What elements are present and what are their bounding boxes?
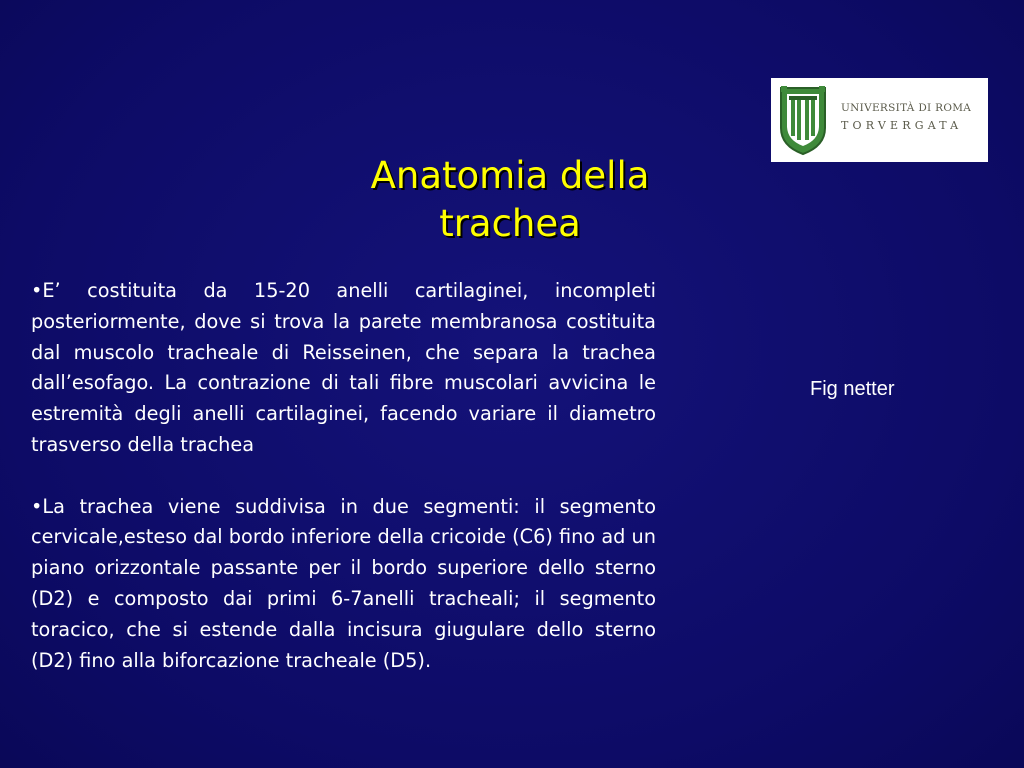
slide-title xyxy=(300,152,720,248)
title-line-1: Anatomia della xyxy=(370,154,650,197)
body-text xyxy=(31,276,656,676)
paragraph-2: •La trachea viene suddivisa in due segmenti: il segmento cervicale,esteso dal bordo inferiore della cricoide (C6) fino ad un piano orizzontale passante per il bordo superiore dello sterno (D2) e composto dai primi 6-7anelli tracheali; il segmento toracico, che si estende dalla incisura giugulare dello sterno (D2) fino alla biforcazione tracheale (D5). xyxy=(31,494,656,672)
logo-campus-name: TORVERGATA xyxy=(841,119,963,132)
title-line-2: trachea xyxy=(439,202,581,245)
figure-caption: Fig netter xyxy=(810,378,895,400)
paragraph-1: •E’ costituita da 15-20 anelli cartilaginei, incompleti posteriormente, dove si trova la parete membranosa costituita dal muscolo tracheale di Reisseinen, che separa la trachea dall’esofago. La contrazione di tali fibre muscolari avvicina le estremità degli anelli cartilaginei, facendo variare il diametro trasverso della trachea xyxy=(31,279,656,456)
logo-university-name: UNIVERSITÀ DI ROMA xyxy=(841,102,972,114)
university-crest-icon xyxy=(775,84,831,156)
university-logo xyxy=(771,78,988,162)
